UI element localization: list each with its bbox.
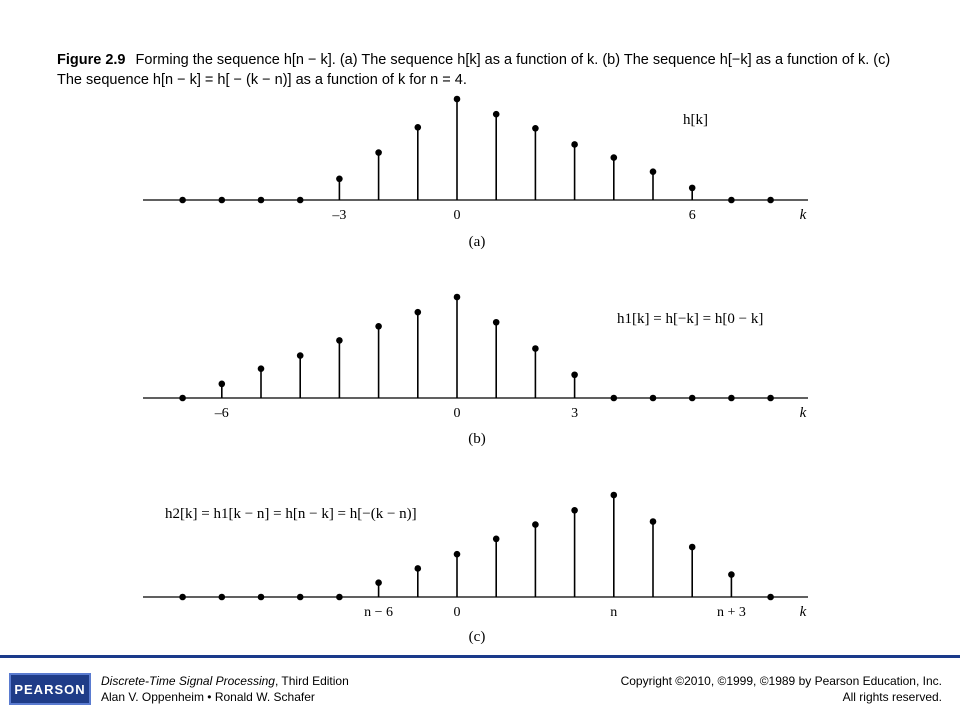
stem-point <box>689 544 696 551</box>
stem-point <box>767 594 774 601</box>
stem-point <box>493 111 500 118</box>
stem-point <box>532 345 539 352</box>
stem-point <box>532 125 539 132</box>
stem-point <box>179 197 186 204</box>
stem-point <box>415 309 422 316</box>
stem-point <box>297 594 304 601</box>
stem-point <box>532 521 539 528</box>
panel-label: (c) <box>468 629 486 645</box>
stem-point <box>258 197 265 204</box>
stem-point <box>689 185 696 192</box>
stem-point <box>375 323 382 330</box>
tick-label: 0 <box>453 406 461 421</box>
stem-point <box>728 571 735 578</box>
footer-book-info <box>101 673 349 705</box>
stem-point <box>375 579 382 586</box>
stem-point <box>454 294 461 301</box>
copyright-line: Copyright ©2010, ©1999, ©1989 by Pearson Education, Inc. <box>620 674 942 688</box>
book-authors: Alan V. Oppenheim • Ronald W. Schafer <box>101 690 315 704</box>
figure-label: Figure 2.9 <box>57 52 126 68</box>
stem-point <box>258 594 265 601</box>
stem-point <box>336 337 343 344</box>
stem-point <box>611 154 618 161</box>
tick-label: –6 <box>214 406 229 421</box>
stem-point <box>571 371 578 378</box>
stem-point <box>415 565 422 572</box>
tick-label: 0 <box>453 208 461 223</box>
stem-point <box>571 507 578 514</box>
tick-label: n − 6 <box>364 605 394 620</box>
stem-point <box>454 551 461 558</box>
tick-label: n + 3 <box>716 605 746 620</box>
stem-point <box>258 365 265 372</box>
tick-label: 6 <box>688 208 696 223</box>
panel-label: (b) <box>468 431 486 447</box>
figure-caption-text: Forming the sequence h[n − k]. (a) The sequence h[k] as a function of k. (b) The sequence h[−k] as a function of k. (c) The sequence h[n − k] = h[ − (k − n)] as a function of k for n = 4. <box>57 52 891 88</box>
book-title: Discrete-Time Signal Processing <box>101 674 275 688</box>
panel-annotation: h[k] <box>683 112 708 128</box>
stem-plot-c <box>143 492 808 645</box>
footer-divider <box>0 655 960 658</box>
stem-point <box>336 175 343 182</box>
stem-point <box>179 594 186 601</box>
stem-point <box>219 381 226 388</box>
stem-point <box>728 395 735 402</box>
stem-point <box>219 197 226 204</box>
panel-annotation: h2[k] = h1[k − n] = h[n − k] = h[−(k − n)] <box>165 506 417 522</box>
stem-point <box>493 536 500 543</box>
tick-label: 0 <box>453 605 461 620</box>
stem-point <box>767 197 774 204</box>
stem-point <box>179 395 186 402</box>
stem-point <box>728 197 735 204</box>
panel-annotation: h1[k] = h[−k] = h[0 − k] <box>617 311 764 327</box>
x-axis-label: k <box>799 405 807 421</box>
rights-line: All rights reserved. <box>842 690 942 704</box>
stem-point <box>689 395 696 402</box>
x-axis-label: k <box>799 604 807 620</box>
stem-point <box>650 395 657 402</box>
stem-point <box>375 149 382 156</box>
footer-copyright <box>621 673 942 705</box>
stem-point <box>611 492 618 499</box>
stem-point <box>297 197 304 204</box>
x-axis-label: k <box>799 207 807 223</box>
book-edition: , Third Edition <box>274 674 349 688</box>
stem-plot-a <box>143 96 808 250</box>
stem-point <box>336 594 343 601</box>
pearson-logo: PEARSON <box>9 673 91 705</box>
stem-point <box>297 352 304 359</box>
panel-label: (a) <box>468 234 486 250</box>
tick-label: –3 <box>332 208 347 223</box>
stem-point <box>415 124 422 131</box>
stem-plot-b <box>143 294 808 447</box>
stem-point <box>650 168 657 175</box>
tick-label: n <box>610 605 618 620</box>
stem-point <box>219 594 226 601</box>
stem-point <box>493 319 500 326</box>
stem-point <box>650 518 657 525</box>
stem-point <box>571 141 578 148</box>
tick-label: 3 <box>571 406 579 421</box>
stem-point <box>611 395 618 402</box>
stem-point <box>767 395 774 402</box>
stem-point <box>454 96 461 103</box>
